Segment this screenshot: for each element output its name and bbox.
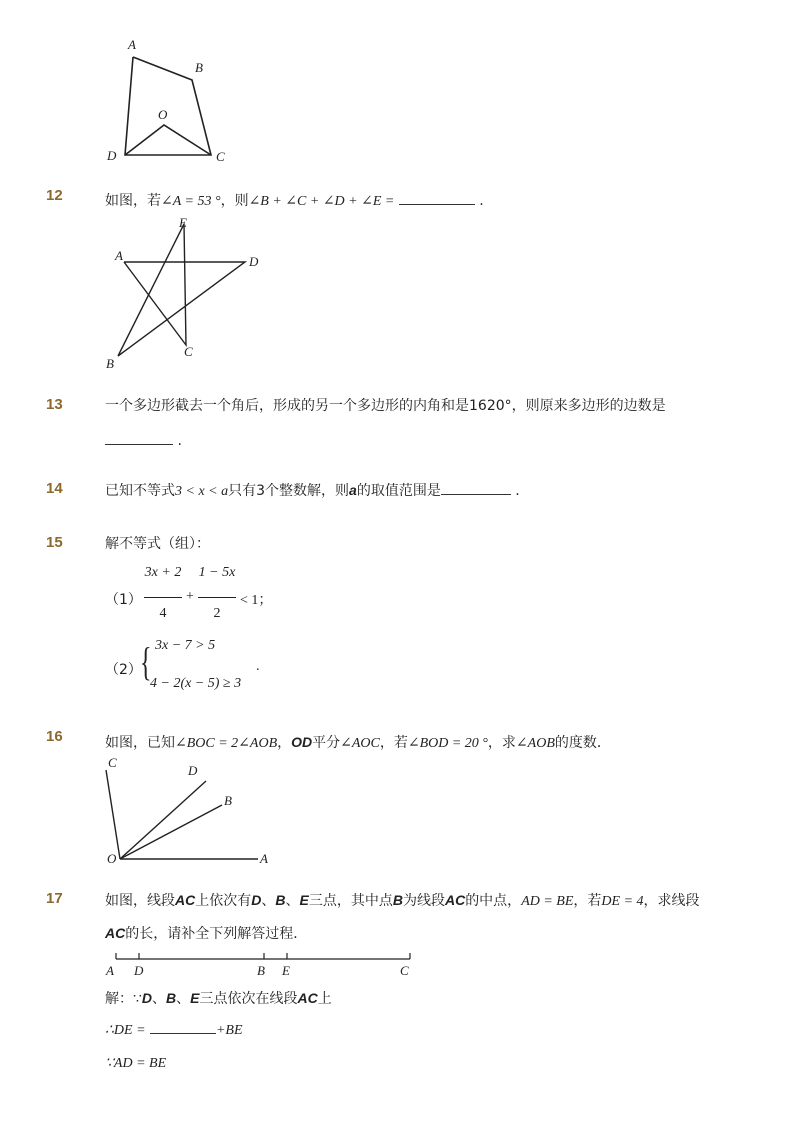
question-number-13: 13 [46, 396, 63, 413]
label-b: B [106, 356, 114, 371]
question-12-text: 如图，若∠A = 53 °，则∠B + ∠C + ∠D + ∠E = . [105, 193, 484, 209]
question-number-15: 15 [46, 534, 63, 551]
fraction1-denominator: 4 [159, 606, 167, 621]
label-a: A [128, 37, 136, 52]
system-line-1: 3x − 7 > 5 [155, 638, 216, 653]
label-o: O [158, 107, 168, 122]
figure-q11 [100, 30, 240, 170]
answer-blank [399, 192, 475, 205]
question-13-answer-line: . [105, 432, 182, 450]
ray-oc [106, 770, 120, 859]
system-brace: { [140, 639, 152, 684]
label-d: D [107, 148, 117, 163]
label-a: A [115, 248, 123, 263]
label-c: C [184, 344, 193, 359]
figure-q16-angles [100, 752, 280, 868]
inequality-tail: < 1； [240, 593, 273, 608]
label-b: B [195, 60, 203, 75]
figure-q12-star [100, 212, 270, 374]
label-d: D [188, 763, 198, 778]
label-c: C [216, 149, 225, 164]
answer-blank [441, 482, 511, 495]
question-number-16: 16 [46, 728, 63, 745]
label-c: C [400, 963, 409, 978]
answer-blank [105, 432, 173, 445]
label-e: E [282, 963, 290, 978]
question-16-text: 如图，已知∠BOC = 2∠AOB，OD平分∠AOC，若∠BOD = 20 °，求∠AOB的度数． [105, 734, 611, 751]
fraction2-denominator: 2 [213, 606, 221, 621]
label-d: D [134, 963, 144, 978]
q15-part2-label: （2） [105, 662, 142, 678]
label-b: B [257, 963, 265, 978]
label-d: D [249, 254, 259, 269]
fraction2-numerator: 1 − 5x [198, 565, 236, 580]
solution-line-1: 解：∵D、B、E三点依次在线段AC上 [105, 990, 332, 1007]
star-lines [118, 224, 245, 356]
plus-sign: + [186, 589, 194, 604]
solution-line-3: ∵AD = BE [105, 1056, 167, 1071]
label-a: A [106, 963, 114, 978]
angle-doc [125, 125, 211, 155]
figure-q17-segment [100, 948, 420, 980]
question-number-17: 17 [46, 890, 63, 907]
label-c: C [108, 755, 117, 770]
label-e: E [179, 215, 187, 230]
q15-part1-label: （1） [105, 592, 142, 608]
fraction1-bar [144, 597, 182, 598]
fraction1-numerator: 3x + 2 [144, 565, 182, 580]
fraction2-bar [198, 597, 236, 598]
system-tail: . [256, 659, 260, 674]
question-number-14: 14 [46, 480, 63, 497]
label-b: B [224, 793, 232, 808]
question-14-text: 已知不等式3 < x < a只有3个整数解，则a的取值范围是 . [105, 482, 520, 499]
question-17-line-2: AC的长，请补全下列解答过程． [105, 925, 308, 942]
question-number-12: 12 [46, 187, 63, 204]
answer-blank [150, 1021, 216, 1034]
label-o: O [107, 851, 117, 866]
question-15-title: 解不等式（组）： [105, 536, 210, 552]
label-a: A [260, 851, 268, 866]
question-17-line-1: 如图，线段AC上依次有D、B、E三点，其中点B为线段AC的中点，AD = BE，若DE = 4，求线段 [105, 892, 700, 909]
question-13-text: 一个多边形截去一个角后，形成的另一个多边形的内角和是1620°，则原来多边形的边数是 [105, 398, 666, 414]
system-line-2: 4 − 2(x − 5) ≥ 3 [150, 676, 242, 691]
solution-line-2: ∴DE = +BE [105, 1023, 243, 1038]
